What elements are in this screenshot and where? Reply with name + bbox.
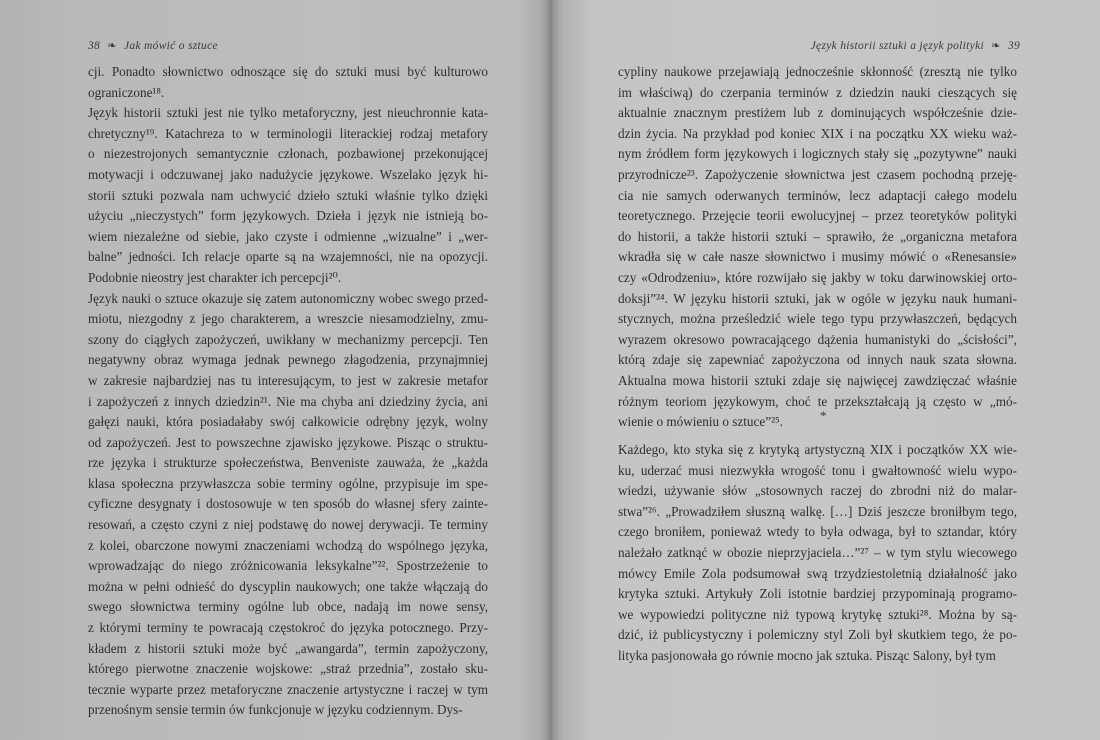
text-line: Język historii sztuki jest nie tylko metaforyczny, jest nieuchronnie kata- xyxy=(88,105,488,121)
right-page-number: 39 xyxy=(1007,40,1020,52)
text-line: którego pierwotne znaczenie wojskowe: „straż przednia”, zostało sku- xyxy=(88,661,488,677)
text-line: chretyczny¹⁹. Katachreza to w terminologii literackiej rodzaj metafory xyxy=(88,125,488,141)
text-line: Język nauki o sztuce okazuje się zatem autonomiczny wobec swego przed- xyxy=(88,290,488,306)
right-running-head xyxy=(811,39,1020,52)
text-line: negatywny obraz wymaga jednak pewnego złagodzenia, przynajmniej xyxy=(88,352,488,368)
text-line: czego broniłem, ponieważ wtedy to była odwaga, był to sztandar, który xyxy=(618,524,1017,540)
text-line: którą zdaje się zapewniać zapożyczona od innych nauk szata słowna. xyxy=(618,352,1017,368)
text-line: im właściwą) do czerpania terminów z dziedzin nauki cieszących się xyxy=(618,84,1017,100)
text-line: różnym teoriom językowym, choć te przekształcają ją często w „mó- xyxy=(618,393,1017,409)
text-line: stwa”²⁶. „Prowadziłem słuszną walkę. […] Dziś jeszcze broniłbym tego, xyxy=(618,503,1017,519)
text-line: krytyka sztuki. Artykuły Zoli istotnie bardziej przypominają programo- xyxy=(618,586,1017,602)
text-line: resowań, a często czyni z niej podstawę do nowej derywacji. Te terminy xyxy=(88,517,488,533)
text-line: od zapożyczeń. Jest to powszechne zjawisko językowe. Pisząc o struktu- xyxy=(88,434,488,450)
text-line: cia nie samych oderwanych terminów, lecz adaptacji całego modelu xyxy=(618,187,1017,203)
text-line: stycznych, można prześledzić wiele tego typu przywłaszczeń, będących xyxy=(618,311,1017,327)
text-line: wkradła się w całe nasze słownictwo i musimy mówić o «Renesansie» xyxy=(618,249,1017,265)
text-line: w zakresie najbardziej nas tu interesującym, to jest w zakresie metafor xyxy=(88,372,488,388)
section-break-asterisk: * xyxy=(820,408,827,423)
right-page xyxy=(551,0,1100,740)
text-line: wienie o mówieniu o sztuce”²⁵. xyxy=(618,414,783,430)
text-line: dzin życia. Na przykład pod koniec XIX i na początku XX wieku waż- xyxy=(618,125,1017,141)
text-line: aktualnie znacznym prestiżem lub z dominujących współcześnie dzie- xyxy=(618,105,1017,121)
text-line: szony do ciągłych zapożyczeń, uwikłany w mechanizmy percepcji. Ten xyxy=(88,331,488,347)
text-line: lityka pasjonowała go równie mocno jak sztuka. Pisząc Salony, był tym xyxy=(618,647,996,663)
text-line: ku, uderzać musi niezwykła wrogość tonu i gwałtowność wielu wypo- xyxy=(618,462,1017,478)
text-line: przenośnym sensie termin ów funkcjonuje w języku codziennym. Dys- xyxy=(88,702,463,718)
text-line: nym źródłem form językowych i logicznych stały się „pozytywne” nauki xyxy=(618,146,1017,162)
text-line: wyrazem okresowo powracającego dążenia humanistyki do „ścisłości”, xyxy=(618,331,1017,347)
text-line: Aktualna mowa historii sztuki zdaje się najwięcej zawdzięczać właśnie xyxy=(618,372,1017,388)
text-line: gałęzi nauki, która posiadałaby swój całkowicie odrębny język, wolny xyxy=(88,414,488,430)
text-line: motywacji i odczuwanej jako nadużycie językowe. Wszelako język hi- xyxy=(88,166,488,182)
text-line: teoretycznego. Przejęcie teorii ewolucyjnej – przez teoretyków polityki xyxy=(618,208,1017,224)
right-running-title: Język historii sztuki a język polityki xyxy=(810,40,984,52)
text-line: klasa społeczna przywłaszcza sobie terminy ogólne, przypisuje im spe- xyxy=(88,475,488,491)
text-line: wiem niezależne od siebie, jako czyste i odmienne „wizualne” i „wer- xyxy=(88,228,488,244)
text-line: ograniczone¹⁸. xyxy=(88,84,165,100)
text-line: cyficzne desygnaty i dostosowuje w ten sposób do własnej sfery zainte- xyxy=(88,496,488,512)
text-line: z którymi terminy te powracają częstokroć do języka potocznego. Przy- xyxy=(88,620,488,636)
text-line: przyrodnicze²³. Zapożyczenie słownictwa jest czasem pochodną przeję- xyxy=(618,166,1017,182)
text-line: dzić, iż publicystyczny i polemiczny styl Zoli był skutkiem tego, że po- xyxy=(618,627,1017,643)
text-line: cji. Ponadto słownictwo odnoszące się do sztuki musi być kulturowo xyxy=(88,64,488,79)
text-line: doksji”²⁴. W języku historii sztuki, jak w ogóle w języku nauk humani- xyxy=(618,290,1017,306)
text-line: miotu, niezgodny z jego charakterem, a wreszcie niesamodzielny, zmu- xyxy=(88,311,488,327)
left-body-text xyxy=(88,62,488,721)
text-line: kładem z historii sztuki może być „awangarda”, termin zapożyczony, xyxy=(88,640,488,656)
right-body-text-top xyxy=(618,62,1017,433)
left-running-head xyxy=(88,39,218,52)
leaf-ornament-icon: ❧ xyxy=(991,40,1001,52)
text-line: balne” jedności. Ich relacje oparte są na wzajemności, nie na opozycji. xyxy=(88,249,488,265)
text-line: Podobnie nieostry jest charakter ich percepcji²⁰. xyxy=(88,269,342,285)
text-line: do historii, a także historii sztuki – sprawiło, że „organiczna metafora xyxy=(618,228,1017,244)
left-page xyxy=(0,0,549,740)
left-running-title: Jak mówić o sztuce xyxy=(124,40,218,52)
text-line: o niezestrojonych semantycznie członach, pozbawionej przekonującej xyxy=(88,146,488,162)
leaf-ornament-icon: ❧ xyxy=(107,40,117,52)
text-line: Każdego, kto styka się z krytyką artystyczną XIX i początków XX wie- xyxy=(618,442,1017,457)
left-page-number: 38 xyxy=(88,40,101,52)
text-line: tecznie wyparte przez metaforyczne znaczenie artystyczne i raczej w tym xyxy=(88,681,488,697)
text-line: z kolei, obarczone nowymi znaczeniami wchodzą do wspólnego języka, xyxy=(88,537,488,553)
text-line: rze języka i strukturze społeczeństwa, Benveniste zauważa, że „każda xyxy=(88,455,488,471)
text-line: należało zatknąć w obozie nieprzyjaciela…”²⁷ – w tym stylu wiecowego xyxy=(618,544,1017,560)
text-line: mówcy Emile Zola podsumował swą trzydziestoletnią działalność jako xyxy=(618,565,1017,581)
text-line: użyciu „nieczystych” form językowych. Dzieła i język nie istnieją bo- xyxy=(88,208,488,224)
text-line: wiedzi, używanie słów „stosownych raczej do zbrodni niż do malar- xyxy=(618,483,1017,499)
text-line: we wypowiedzi polityczne niż typową krytykę sztuki²⁸. Można by są- xyxy=(618,606,1017,622)
right-body-text-bottom xyxy=(618,440,1017,667)
text-line: storii sztuki pozwala nam uchwycić dzieło sztuki właśnie tylko dzięki xyxy=(88,187,488,203)
text-line: czy «Odrodzeniu», które rozwijało się jakby w toku darwinowskiej orto- xyxy=(618,269,1017,285)
text-line: i zapożyczeń z innych dziedzin²¹. Nie ma chyba ani dziedziny życia, ani xyxy=(88,393,488,409)
text-line: można w pełni odnieść do dyscyplin naukowych; one także włączają do xyxy=(88,578,488,594)
text-line: swego słownictwa terminy ogólne lub obce, nadają im nowe sensy, xyxy=(88,599,488,615)
text-line: cypliny naukowe przejawiają jednocześnie skłonność (zresztą nie tylko xyxy=(618,64,1017,79)
text-line: wprowadzając do niego zróżnicowania leksykalne”²². Spostrzeżenie to xyxy=(88,558,488,574)
